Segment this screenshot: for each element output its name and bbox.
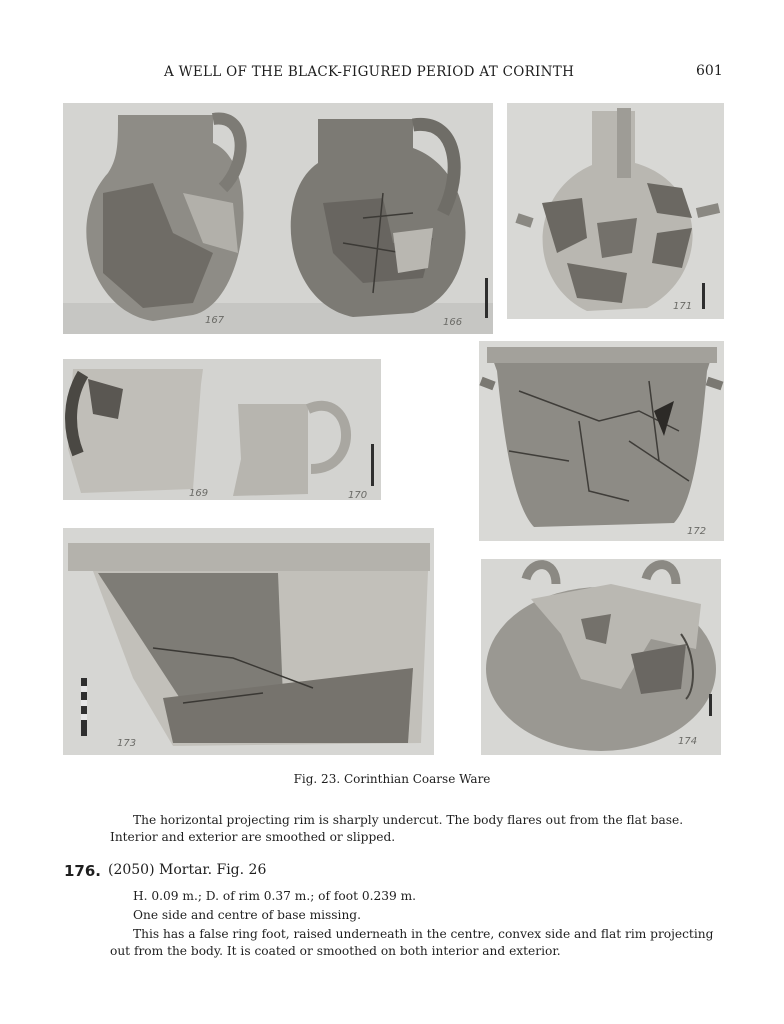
jug-171-illustration [507,103,724,319]
photo-jugs-167-166 [63,103,493,334]
photo-jar-174 [481,559,721,755]
label-170: 170 [348,490,368,500]
label-172: 172 [687,526,707,537]
entry-description-line1: This has a false ring foot, raised underneath in the centre, convex side and flat rim projecting [133,927,714,941]
fragments-169-170-illustration [63,359,381,500]
entry-description-line2: out from the body. It is coated or smoothed on both interior and exterior. [110,944,561,958]
photo-mortar-173 [63,528,434,755]
label-173: 173 [117,738,137,749]
entry-title: (2050) Mortar. Fig. 26 [108,862,267,878]
label-174: 174 [678,736,698,747]
photo-jug-171 [507,103,724,319]
para-rim-line2: Interior and exterior are smoothed or slipped. [110,830,396,844]
jugs-167-166-illustration [63,103,493,334]
entry-number: 176. [64,862,102,880]
label-169: 169 [189,488,209,499]
label-166: 166 [443,317,463,328]
entry-condition: One side and centre of base missing. [133,908,361,922]
label-171: 171 [673,301,693,312]
photo-basin-172 [479,341,724,541]
photo-fragments-169-170 [63,359,381,500]
label-167: 167 [205,315,225,326]
para-rim-line1: The horizontal projecting rim is sharply undercut. The body flares out from the flat base. [133,813,684,827]
jar-174-illustration [481,559,721,755]
page-number: 601 [696,63,723,79]
basin-172-illustration [479,341,724,541]
figure-caption: Fig. 23. Corinthian Coarse Ware [293,772,491,786]
mortar-173-illustration [63,528,434,755]
running-title: A WELL OF THE BLACK-FIGURED PERIOD AT CORINTH [164,64,575,80]
entry-dimensions: H. 0.09 m.; D. of rim 0.37 m.; of foot 0.239 m. [133,889,417,903]
